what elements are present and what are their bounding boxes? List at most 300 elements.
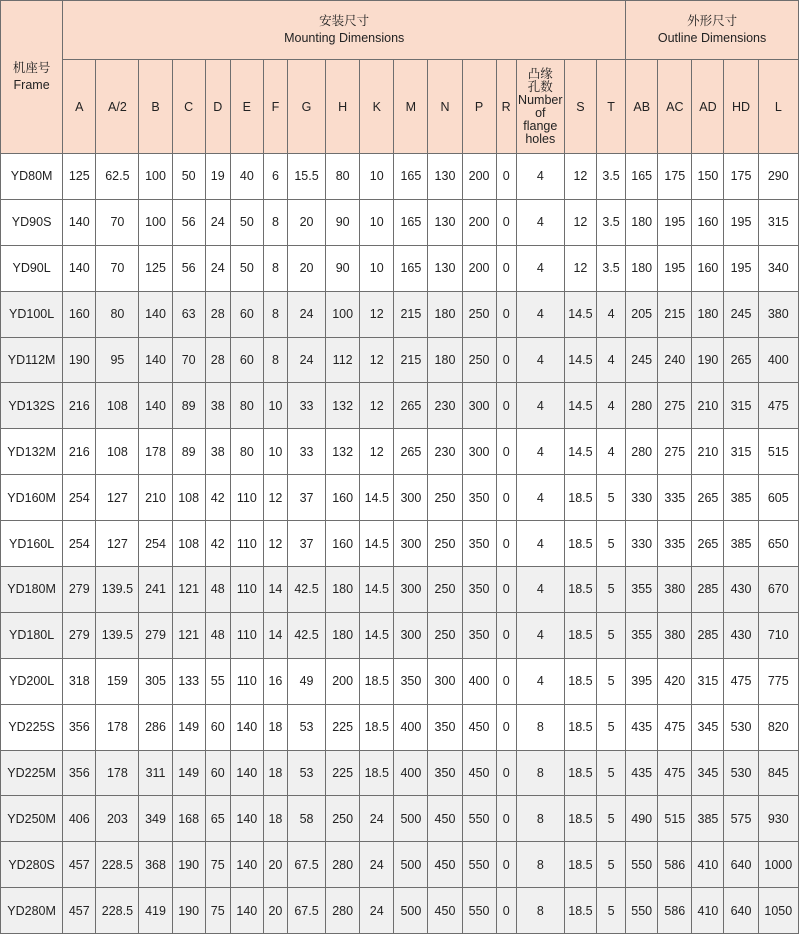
value-cell: 180 bbox=[626, 245, 658, 291]
value-cell: 165 bbox=[394, 154, 428, 200]
value-cell: 127 bbox=[96, 475, 139, 521]
value-cell: 195 bbox=[724, 199, 758, 245]
value-cell: 5 bbox=[596, 750, 625, 796]
value-cell: 48 bbox=[205, 567, 230, 613]
frame-cell: YD90S bbox=[1, 199, 63, 245]
frame-cell: YD160L bbox=[1, 521, 63, 567]
value-cell: 5 bbox=[596, 888, 625, 934]
value-cell: 500 bbox=[394, 842, 428, 888]
value-cell: 775 bbox=[758, 658, 798, 704]
value-cell: 180 bbox=[692, 291, 724, 337]
value-cell: 500 bbox=[394, 888, 428, 934]
value-cell: 130 bbox=[428, 245, 462, 291]
value-cell: 180 bbox=[326, 567, 360, 613]
value-cell: 130 bbox=[428, 154, 462, 200]
value-cell: 12 bbox=[564, 199, 596, 245]
value-cell: 340 bbox=[758, 245, 798, 291]
table-row bbox=[1, 245, 799, 291]
column-header: F bbox=[263, 60, 287, 154]
column-header: K bbox=[360, 60, 394, 154]
value-cell: 75 bbox=[205, 842, 230, 888]
value-cell: 550 bbox=[626, 888, 658, 934]
value-cell: 28 bbox=[205, 291, 230, 337]
value-cell: 180 bbox=[428, 291, 462, 337]
value-cell: 225 bbox=[326, 704, 360, 750]
value-cell: 67.5 bbox=[287, 842, 325, 888]
value-cell: 165 bbox=[394, 245, 428, 291]
value-cell: 24 bbox=[287, 337, 325, 383]
value-cell: 160 bbox=[63, 291, 96, 337]
value-cell: 450 bbox=[428, 888, 462, 934]
column-header: AC bbox=[658, 60, 692, 154]
value-cell: 0 bbox=[496, 199, 516, 245]
value-cell: 279 bbox=[63, 612, 96, 658]
frame-header bbox=[1, 1, 63, 154]
value-cell: 0 bbox=[496, 704, 516, 750]
table-row bbox=[1, 796, 799, 842]
value-cell: 380 bbox=[658, 567, 692, 613]
value-cell: 18 bbox=[263, 796, 287, 842]
value-cell: 250 bbox=[428, 612, 462, 658]
value-cell: 930 bbox=[758, 796, 798, 842]
value-cell: 58 bbox=[287, 796, 325, 842]
column-header: P bbox=[462, 60, 496, 154]
value-cell: 165 bbox=[626, 154, 658, 200]
value-cell: 0 bbox=[496, 429, 516, 475]
value-cell: 355 bbox=[626, 612, 658, 658]
value-cell: 0 bbox=[496, 888, 516, 934]
value-cell: 14.5 bbox=[360, 567, 394, 613]
value-cell: 280 bbox=[326, 842, 360, 888]
value-cell: 500 bbox=[394, 796, 428, 842]
value-cell: 108 bbox=[96, 383, 139, 429]
column-header: A bbox=[63, 60, 96, 154]
value-cell: 845 bbox=[758, 750, 798, 796]
value-cell: 200 bbox=[462, 154, 496, 200]
frame-cell: YD90L bbox=[1, 245, 63, 291]
value-cell: 475 bbox=[658, 704, 692, 750]
value-cell: 14.5 bbox=[564, 337, 596, 383]
frame-cell: YD225M bbox=[1, 750, 63, 796]
frame-header-cn: 机座号 bbox=[12, 61, 51, 75]
flange-holes-en-1: Number bbox=[518, 92, 563, 107]
value-cell: 300 bbox=[428, 658, 462, 704]
value-cell: 349 bbox=[139, 796, 172, 842]
value-cell: 350 bbox=[462, 567, 496, 613]
value-cell: 250 bbox=[462, 337, 496, 383]
value-cell: 53 bbox=[287, 750, 325, 796]
value-cell: 195 bbox=[724, 245, 758, 291]
value-cell: 200 bbox=[326, 658, 360, 704]
value-cell: 410 bbox=[692, 842, 724, 888]
value-cell: 127 bbox=[96, 521, 139, 567]
frame-cell: YD280M bbox=[1, 888, 63, 934]
value-cell: 300 bbox=[394, 521, 428, 567]
value-cell: 18.5 bbox=[360, 704, 394, 750]
value-cell: 355 bbox=[626, 567, 658, 613]
value-cell: 140 bbox=[230, 842, 263, 888]
value-cell: 159 bbox=[96, 658, 139, 704]
value-cell: 5 bbox=[596, 658, 625, 704]
value-cell: 210 bbox=[139, 475, 172, 521]
value-cell: 3.5 bbox=[596, 245, 625, 291]
value-cell: 640 bbox=[724, 888, 758, 934]
value-cell: 410 bbox=[692, 888, 724, 934]
value-cell: 8 bbox=[516, 750, 564, 796]
column-header: B bbox=[139, 60, 172, 154]
frame-cell: YD160M bbox=[1, 475, 63, 521]
value-cell: 550 bbox=[462, 796, 496, 842]
value-cell: 250 bbox=[428, 521, 462, 567]
value-cell: 0 bbox=[496, 658, 516, 704]
value-cell: 12 bbox=[360, 383, 394, 429]
flange-holes-cn-2: 孔数 bbox=[527, 79, 553, 94]
value-cell: 356 bbox=[63, 750, 96, 796]
outline-dimensions-cn: 外形尺寸 bbox=[687, 14, 738, 28]
value-cell: 350 bbox=[462, 612, 496, 658]
header-columns-row bbox=[1, 60, 799, 154]
value-cell: 42.5 bbox=[287, 612, 325, 658]
table-row bbox=[1, 658, 799, 704]
value-cell: 60 bbox=[230, 337, 263, 383]
frame-cell: YD280S bbox=[1, 842, 63, 888]
column-header: D bbox=[205, 60, 230, 154]
value-cell: 8 bbox=[263, 199, 287, 245]
value-cell: 265 bbox=[692, 475, 724, 521]
value-cell: 265 bbox=[394, 429, 428, 475]
value-cell: 575 bbox=[724, 796, 758, 842]
value-cell: 18 bbox=[263, 704, 287, 750]
column-header: L bbox=[758, 60, 798, 154]
value-cell: 3.5 bbox=[596, 154, 625, 200]
value-cell: 0 bbox=[496, 383, 516, 429]
column-header: C bbox=[172, 60, 205, 154]
value-cell: 315 bbox=[724, 429, 758, 475]
value-cell: 60 bbox=[230, 291, 263, 337]
value-cell: 37 bbox=[287, 521, 325, 567]
value-cell: 53 bbox=[287, 704, 325, 750]
value-cell: 10 bbox=[360, 245, 394, 291]
value-cell: 133 bbox=[172, 658, 205, 704]
value-cell: 42 bbox=[205, 475, 230, 521]
value-cell: 290 bbox=[758, 154, 798, 200]
flange-holes-en-2: of bbox=[535, 105, 546, 120]
value-cell: 50 bbox=[230, 199, 263, 245]
value-cell: 250 bbox=[462, 291, 496, 337]
value-cell: 18.5 bbox=[564, 612, 596, 658]
column-header: T bbox=[596, 60, 625, 154]
value-cell: 265 bbox=[692, 521, 724, 567]
value-cell: 586 bbox=[658, 842, 692, 888]
value-cell: 300 bbox=[462, 383, 496, 429]
value-cell: 335 bbox=[658, 475, 692, 521]
column-header: R bbox=[496, 60, 516, 154]
value-cell: 0 bbox=[496, 796, 516, 842]
mounting-dimensions-en: Mounting Dimensions bbox=[284, 31, 405, 45]
value-cell: 395 bbox=[626, 658, 658, 704]
value-cell: 5 bbox=[596, 567, 625, 613]
value-cell: 279 bbox=[63, 567, 96, 613]
value-cell: 4 bbox=[516, 567, 564, 613]
value-cell: 14 bbox=[263, 612, 287, 658]
value-cell: 0 bbox=[496, 521, 516, 567]
value-cell: 4 bbox=[516, 383, 564, 429]
value-cell: 89 bbox=[172, 429, 205, 475]
frame-cell: YD250M bbox=[1, 796, 63, 842]
value-cell: 279 bbox=[139, 612, 172, 658]
value-cell: 33 bbox=[287, 429, 325, 475]
value-cell: 300 bbox=[462, 429, 496, 475]
value-cell: 420 bbox=[658, 658, 692, 704]
value-cell: 5 bbox=[596, 796, 625, 842]
value-cell: 18 bbox=[263, 750, 287, 796]
value-cell: 4 bbox=[516, 658, 564, 704]
value-cell: 20 bbox=[263, 842, 287, 888]
value-cell: 195 bbox=[658, 199, 692, 245]
value-cell: 515 bbox=[758, 429, 798, 475]
frame-cell: YD225S bbox=[1, 704, 63, 750]
value-cell: 65 bbox=[205, 796, 230, 842]
value-cell: 18.5 bbox=[564, 475, 596, 521]
value-cell: 100 bbox=[139, 154, 172, 200]
value-cell: 4 bbox=[596, 383, 625, 429]
value-cell: 216 bbox=[63, 429, 96, 475]
value-cell: 24 bbox=[205, 199, 230, 245]
value-cell: 385 bbox=[692, 796, 724, 842]
value-cell: 245 bbox=[626, 337, 658, 383]
value-cell: 280 bbox=[326, 888, 360, 934]
value-cell: 5 bbox=[596, 612, 625, 658]
value-cell: 67.5 bbox=[287, 888, 325, 934]
value-cell: 6 bbox=[263, 154, 287, 200]
value-cell: 0 bbox=[496, 245, 516, 291]
value-cell: 5 bbox=[596, 475, 625, 521]
table-row bbox=[1, 199, 799, 245]
value-cell: 4 bbox=[516, 245, 564, 291]
value-cell: 100 bbox=[139, 199, 172, 245]
value-cell: 275 bbox=[658, 429, 692, 475]
value-cell: 550 bbox=[626, 842, 658, 888]
column-header: E bbox=[230, 60, 263, 154]
value-cell: 125 bbox=[139, 245, 172, 291]
value-cell: 132 bbox=[326, 383, 360, 429]
value-cell: 80 bbox=[230, 383, 263, 429]
value-cell: 42 bbox=[205, 521, 230, 567]
value-cell: 12 bbox=[360, 337, 394, 383]
table-row bbox=[1, 429, 799, 475]
value-cell: 550 bbox=[462, 888, 496, 934]
value-cell: 24 bbox=[360, 842, 394, 888]
value-cell: 4 bbox=[516, 199, 564, 245]
value-cell: 4 bbox=[516, 291, 564, 337]
value-cell: 140 bbox=[230, 888, 263, 934]
column-header: G bbox=[287, 60, 325, 154]
value-cell: 210 bbox=[692, 429, 724, 475]
value-cell: 19 bbox=[205, 154, 230, 200]
value-cell: 640 bbox=[724, 842, 758, 888]
value-cell: 530 bbox=[724, 750, 758, 796]
value-cell: 14.5 bbox=[564, 429, 596, 475]
value-cell: 330 bbox=[626, 475, 658, 521]
value-cell: 4 bbox=[516, 337, 564, 383]
value-cell: 3.5 bbox=[596, 199, 625, 245]
value-cell: 10 bbox=[360, 199, 394, 245]
value-cell: 121 bbox=[172, 612, 205, 658]
value-cell: 5 bbox=[596, 521, 625, 567]
value-cell: 200 bbox=[462, 245, 496, 291]
value-cell: 435 bbox=[626, 704, 658, 750]
value-cell: 368 bbox=[139, 842, 172, 888]
frame-cell: YD80M bbox=[1, 154, 63, 200]
value-cell: 530 bbox=[724, 704, 758, 750]
value-cell: 8 bbox=[263, 245, 287, 291]
value-cell: 42.5 bbox=[287, 567, 325, 613]
value-cell: 710 bbox=[758, 612, 798, 658]
value-cell: 4 bbox=[596, 429, 625, 475]
value-cell: 406 bbox=[63, 796, 96, 842]
value-cell: 0 bbox=[496, 291, 516, 337]
value-cell: 178 bbox=[139, 429, 172, 475]
value-cell: 311 bbox=[139, 750, 172, 796]
table-header bbox=[1, 1, 799, 154]
table-row bbox=[1, 612, 799, 658]
value-cell: 37 bbox=[287, 475, 325, 521]
value-cell: 195 bbox=[658, 245, 692, 291]
value-cell: 108 bbox=[172, 521, 205, 567]
value-cell: 95 bbox=[96, 337, 139, 383]
column-header: HD bbox=[724, 60, 758, 154]
value-cell: 241 bbox=[139, 567, 172, 613]
value-cell: 18.5 bbox=[564, 567, 596, 613]
value-cell: 40 bbox=[230, 154, 263, 200]
frame-cell: YD180L bbox=[1, 612, 63, 658]
column-header: AB bbox=[626, 60, 658, 154]
value-cell: 24 bbox=[205, 245, 230, 291]
value-cell: 80 bbox=[230, 429, 263, 475]
frame-cell: YD200L bbox=[1, 658, 63, 704]
frame-cell: YD100L bbox=[1, 291, 63, 337]
value-cell: 18.5 bbox=[564, 658, 596, 704]
value-cell: 230 bbox=[428, 429, 462, 475]
value-cell: 90 bbox=[326, 245, 360, 291]
value-cell: 1000 bbox=[758, 842, 798, 888]
value-cell: 228.5 bbox=[96, 888, 139, 934]
value-cell: 4 bbox=[596, 337, 625, 383]
value-cell: 345 bbox=[692, 704, 724, 750]
value-cell: 160 bbox=[326, 475, 360, 521]
value-cell: 430 bbox=[724, 567, 758, 613]
value-cell: 0 bbox=[496, 475, 516, 521]
value-cell: 12 bbox=[564, 154, 596, 200]
value-cell: 139.5 bbox=[96, 567, 139, 613]
value-cell: 70 bbox=[172, 337, 205, 383]
value-cell: 5 bbox=[596, 842, 625, 888]
table-row bbox=[1, 888, 799, 934]
value-cell: 380 bbox=[658, 612, 692, 658]
value-cell: 318 bbox=[63, 658, 96, 704]
table-row bbox=[1, 475, 799, 521]
value-cell: 20 bbox=[287, 199, 325, 245]
value-cell: 24 bbox=[360, 888, 394, 934]
mounting-dimensions-cn: 安装尺寸 bbox=[319, 14, 370, 28]
value-cell: 400 bbox=[758, 337, 798, 383]
value-cell: 110 bbox=[230, 658, 263, 704]
value-cell: 56 bbox=[172, 199, 205, 245]
value-cell: 18.5 bbox=[564, 842, 596, 888]
value-cell: 400 bbox=[394, 750, 428, 796]
column-header: N bbox=[428, 60, 462, 154]
value-cell: 586 bbox=[658, 888, 692, 934]
value-cell: 140 bbox=[230, 704, 263, 750]
value-cell: 168 bbox=[172, 796, 205, 842]
value-cell: 275 bbox=[658, 383, 692, 429]
value-cell: 450 bbox=[462, 704, 496, 750]
value-cell: 203 bbox=[96, 796, 139, 842]
value-cell: 286 bbox=[139, 704, 172, 750]
value-cell: 5 bbox=[596, 704, 625, 750]
value-cell: 265 bbox=[724, 337, 758, 383]
value-cell: 228.5 bbox=[96, 842, 139, 888]
value-cell: 0 bbox=[496, 337, 516, 383]
frame-cell: YD132M bbox=[1, 429, 63, 475]
value-cell: 300 bbox=[394, 567, 428, 613]
value-cell: 14 bbox=[263, 567, 287, 613]
value-cell: 60 bbox=[205, 704, 230, 750]
frame-header-en: Frame bbox=[13, 78, 50, 92]
value-cell: 4 bbox=[516, 521, 564, 567]
value-cell: 450 bbox=[462, 750, 496, 796]
value-cell: 400 bbox=[462, 658, 496, 704]
value-cell: 280 bbox=[626, 429, 658, 475]
value-cell: 24 bbox=[287, 291, 325, 337]
value-cell: 38 bbox=[205, 383, 230, 429]
frame-cell: YD132S bbox=[1, 383, 63, 429]
flange-holes-header bbox=[516, 60, 564, 154]
value-cell: 63 bbox=[172, 291, 205, 337]
value-cell: 300 bbox=[394, 475, 428, 521]
value-cell: 110 bbox=[230, 475, 263, 521]
value-cell: 18.5 bbox=[564, 796, 596, 842]
value-cell: 125 bbox=[63, 154, 96, 200]
value-cell: 190 bbox=[692, 337, 724, 383]
value-cell: 305 bbox=[139, 658, 172, 704]
value-cell: 18.5 bbox=[564, 704, 596, 750]
value-cell: 4 bbox=[516, 429, 564, 475]
value-cell: 0 bbox=[496, 612, 516, 658]
value-cell: 356 bbox=[63, 704, 96, 750]
flange-holes-en-4: holes bbox=[525, 131, 556, 146]
value-cell: 245 bbox=[724, 291, 758, 337]
value-cell: 18.5 bbox=[360, 658, 394, 704]
value-cell: 89 bbox=[172, 383, 205, 429]
value-cell: 475 bbox=[724, 658, 758, 704]
value-cell: 8 bbox=[516, 796, 564, 842]
value-cell: 4 bbox=[516, 612, 564, 658]
table-row bbox=[1, 154, 799, 200]
value-cell: 140 bbox=[139, 337, 172, 383]
value-cell: 315 bbox=[724, 383, 758, 429]
value-cell: 178 bbox=[96, 750, 139, 796]
flange-holes-en-3: flange bbox=[523, 118, 558, 133]
value-cell: 225 bbox=[326, 750, 360, 796]
value-cell: 160 bbox=[692, 245, 724, 291]
value-cell: 265 bbox=[394, 383, 428, 429]
value-cell: 315 bbox=[758, 199, 798, 245]
value-cell: 230 bbox=[428, 383, 462, 429]
value-cell: 50 bbox=[230, 245, 263, 291]
table-row bbox=[1, 291, 799, 337]
value-cell: 180 bbox=[326, 612, 360, 658]
